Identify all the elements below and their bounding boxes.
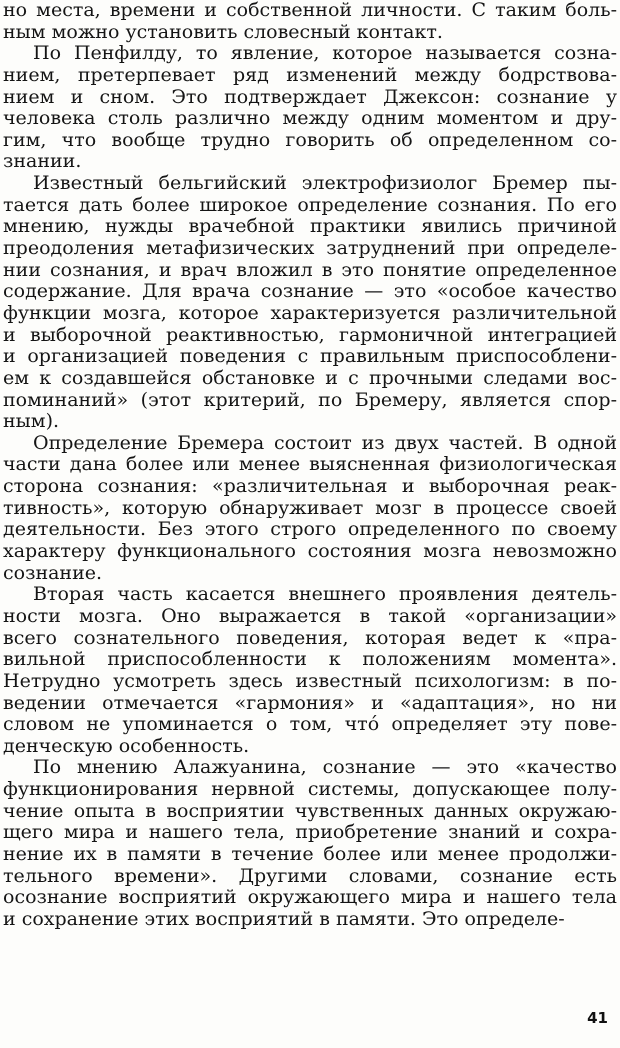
- text-line: преодоления метафизических затруднений при определе-: [3, 237, 617, 260]
- text-line: денческую особенность.: [3, 734, 250, 757]
- text-line: тельного времени». Другими словами, сознание есть: [3, 864, 617, 887]
- text-line: и выборочной реактивностью, гармоничной интеграцией: [3, 323, 617, 346]
- text-line: гим, что вообще трудно говорить об определенном со-: [3, 128, 617, 151]
- text-line: и сохранение этих восприятий в памяти. Это определе-: [3, 907, 565, 930]
- text-line: ным).: [3, 410, 60, 433]
- text-line: осознание восприятий окружающего мира и нашего тела: [3, 886, 617, 909]
- body-text: [3, 0, 617, 931]
- text-line: чение опыта в восприятии чувственных данных окружаю-: [3, 799, 617, 822]
- text-line: нием и сном. Это подтверждает Джексон: сознание у: [3, 85, 617, 108]
- paragraph: [3, 0, 617, 43]
- text-line: сознание.: [3, 561, 103, 584]
- text-line: и организацией поведения с правильным приспособлени-: [3, 345, 617, 368]
- text-line: тивность», которую обнаруживает мозг в процессе своей: [3, 496, 617, 519]
- text-line: По мнению Алажуанина, сознание — это «качество: [33, 756, 617, 779]
- text-line: но места, времени и собственной личности. С таким боль-: [3, 0, 617, 21]
- text-line: Известный бельгийский электрофизиолог Бремер пы-: [33, 172, 617, 195]
- text-line: знании.: [3, 150, 82, 173]
- paragraph: [3, 433, 617, 584]
- text-line: человека столь различно между одним моментом и дру-: [3, 107, 617, 130]
- text-line: мнению, нужды врачебной практики явились причиной: [3, 215, 617, 238]
- text-line: тается дать более широкое определение сознания. По его: [3, 193, 617, 216]
- text-line: всего сознательного поведения, которая ведет к «пра-: [3, 626, 617, 649]
- text-line: Нетрудно усмотреть здесь известный психологизм: в по-: [3, 669, 617, 692]
- text-line: функционирования нервной системы, допускающее полу-: [3, 778, 617, 801]
- text-line: содержание. Для врача сознание — это «особое качество: [3, 280, 617, 303]
- text-line: Вторая часть касается внешнего проявления деятель-: [33, 583, 617, 606]
- text-line: словом не упоминается о том, что́ определяет эту пове-: [3, 713, 617, 736]
- text-line: щего мира и нашего тела, приобретение знаний и сохра-: [3, 821, 617, 844]
- text-line: нием, претерпевает ряд изменений между бодрствова-: [3, 63, 617, 86]
- text-line: поминаний» (этот критерий, по Бремеру, является спор-: [3, 388, 617, 411]
- text-line: ным можно установить словесный контакт.: [3, 20, 443, 43]
- text-line: части дана более или менее выясненная физиологическая: [3, 453, 617, 476]
- text-line: нии сознания, и врач вложил в это понятие определенное: [3, 258, 617, 281]
- text-line: Определение Бремера состоит из двух частей. В одной: [33, 431, 617, 454]
- paragraph: [3, 584, 617, 757]
- text-line: ности мозга. Оно выражается в такой «организации»: [3, 604, 617, 627]
- text-line: нение их в памяти в течение более или менее продолжи-: [3, 842, 617, 865]
- text-line: характеру функционального состояния мозга невозможно: [3, 540, 617, 563]
- paragraph: [3, 757, 617, 930]
- paragraph: [3, 43, 617, 173]
- page-number: 41: [587, 1009, 608, 1027]
- text-line: По Пенфилду, то явление, которое называется созна-: [33, 42, 617, 65]
- text-line: ем к создавшейся обстановке и с прочными следами вос-: [3, 366, 617, 389]
- text-line: функции мозга, которое характеризуется различительной: [3, 301, 617, 324]
- text-line: сторона сознания: «различительная и выборочная реак-: [3, 475, 617, 498]
- text-line: ведении отмечается «гармония» и «адаптация», но ни: [3, 691, 617, 714]
- text-line: деятельности. Без этого строго определенного по своему: [3, 518, 617, 541]
- paragraph: [3, 173, 617, 433]
- text-line: вильной приспособленности к положениям момента».: [3, 648, 617, 671]
